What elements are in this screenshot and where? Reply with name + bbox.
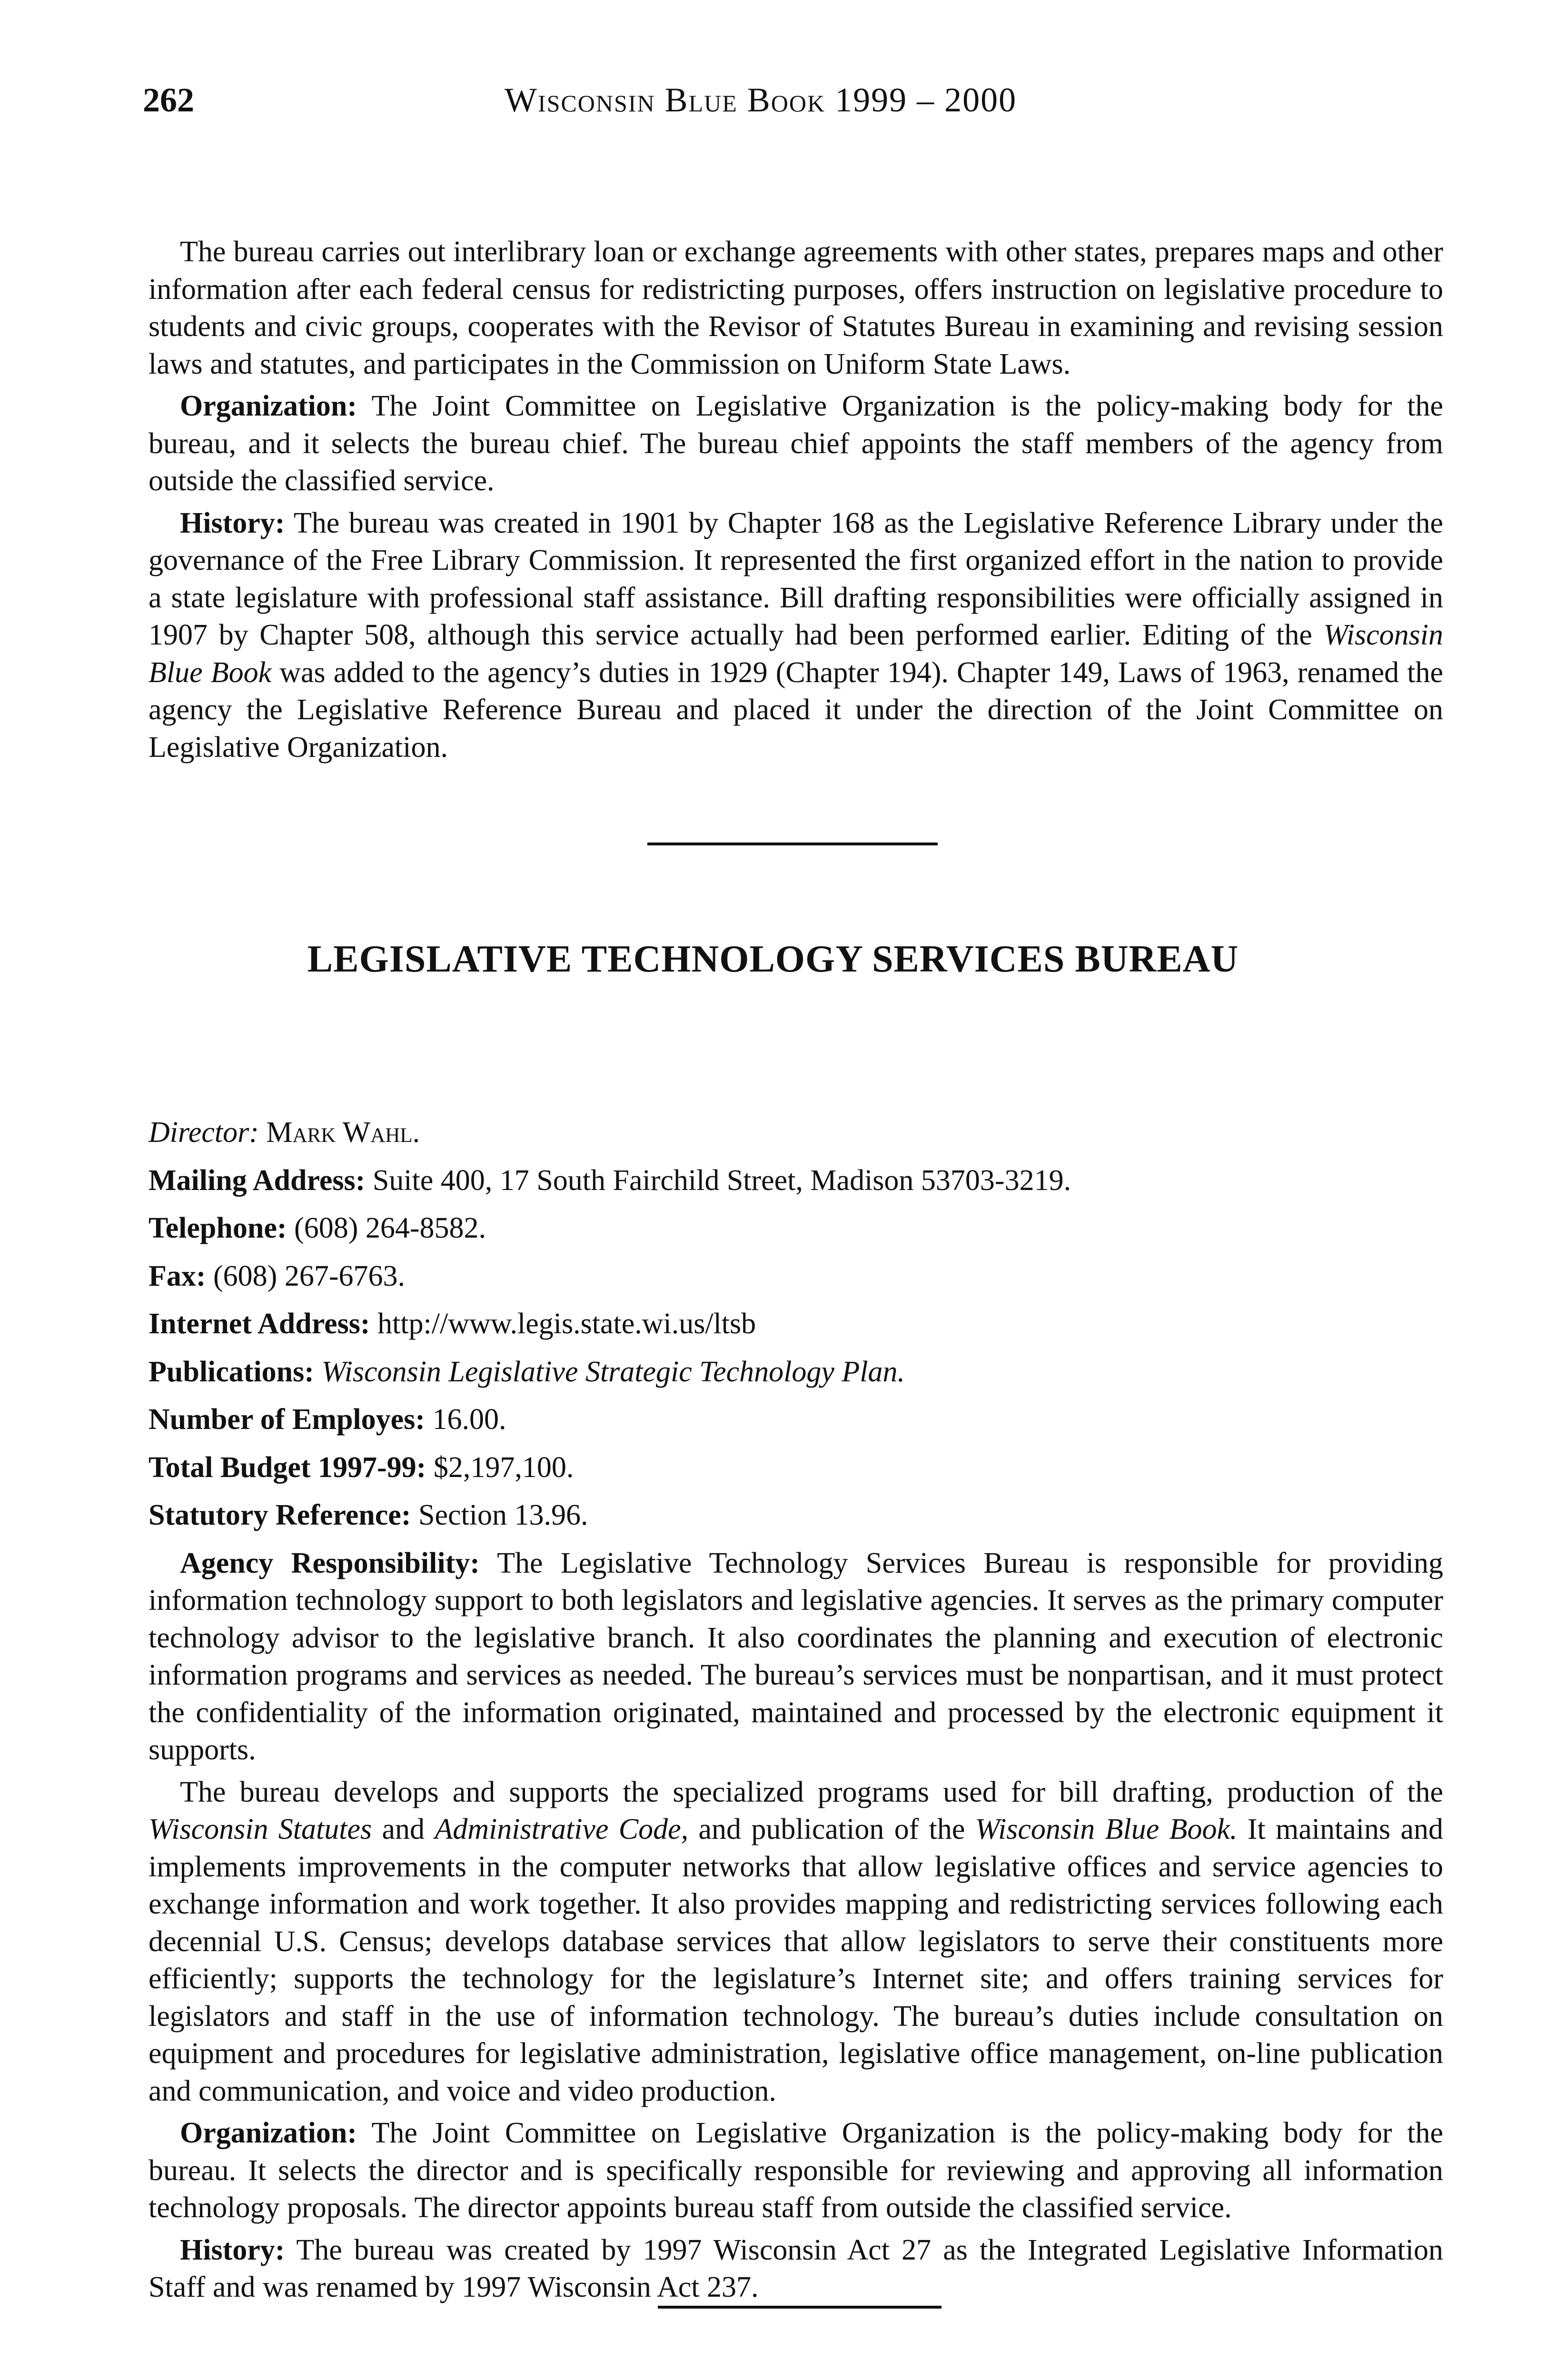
- responsibility-text: The Legislative Technology Services Bureau is responsible for providing information technology support to both legislators and legislative agencies. It serves as the primary computer technology advisor to the legislative branch. It also coordinates the planning and execution of electronic information programs and services as needed. The bureau’s services must be nonpartisan, and it must protect the confidentiality of the information originated, maintained and processed by the electronic equipment it supports.: [149, 1547, 1443, 1766]
- employees-label: Number of Employes:: [149, 1403, 425, 1436]
- ltsb-section: [149, 1114, 1443, 2311]
- director-name: Mark Wahl.: [266, 1116, 420, 1149]
- director-line: [149, 1114, 1443, 1151]
- develops-text-and: and: [372, 1813, 435, 1845]
- statutory-reference-value: Section 13.96.: [418, 1499, 588, 1531]
- intro-organization-paragraph: [149, 387, 1443, 500]
- section-organization-label: Organization:: [180, 2117, 357, 2149]
- intro-text: The bureau carries out interlibrary loan or exchange agreements with other states, prepares maps and other information after each federal census for redistricting purposes, offers instruction on legislative procedure to students and civic groups, cooperates with the Revisor of Statutes Bureau in examining and revising session laws and statutes, and participates in the Commission on Uniform State Laws.: [149, 236, 1443, 380]
- internet-address-line: [149, 1305, 1443, 1343]
- history-label: History:: [180, 506, 285, 539]
- end-divider: [658, 2306, 941, 2309]
- section-divider: [647, 843, 938, 845]
- responsibility-paragraph: [149, 1545, 1443, 1769]
- publications-label: Publications:: [149, 1355, 314, 1388]
- organization-text: The Joint Committee on Legislative Organization is the policy-making body for the bureau, and it selects the bureau chief. The bureau chief appoints the staff members of the agency from outside the classified service.: [149, 390, 1443, 497]
- develops-text-rest: It maintains and implements improvements in the computer networks that allow legislative offices and service agencies to exchange information and work together. It also provides mapping and redistricting services following each decennial U.S. Census; develops database services that allow legislators to serve their constituents more efficiently; supports the technology for the legislature’s Internet site; and offers training services for legislators and staff in the use of information technology. The bureau’s duties include consultation on equipment and procedures for legislative administration, legislative office management, on-line publication and communication, and voice and video production.: [149, 1813, 1443, 2107]
- publications-value: Wisconsin Legislative Strategic Technology Plan.: [321, 1355, 905, 1388]
- page-number: 262: [143, 81, 194, 119]
- fax-line: [149, 1258, 1443, 1295]
- budget-label: Total Budget 1997-99:: [149, 1451, 426, 1484]
- intro-paragraph: [149, 233, 1443, 383]
- fax-label: Fax:: [149, 1259, 206, 1292]
- develops-italic-code: Administrative Code,: [435, 1813, 689, 1845]
- section-history-label: History:: [180, 2233, 285, 2266]
- section-history-paragraph: [149, 2231, 1443, 2306]
- intro-section: [149, 233, 1443, 771]
- employees-value: 16.00.: [432, 1403, 506, 1436]
- section-organization-paragraph: [149, 2114, 1443, 2227]
- fax-value: (608) 267-6763.: [213, 1259, 405, 1292]
- section-title: LEGISLATIVE TECHNOLOGY SERVICES BUREAU: [307, 938, 1239, 980]
- intro-history-paragraph: [149, 505, 1443, 766]
- running-title: Wisconsin Blue Book 1999 – 2000: [505, 81, 1017, 119]
- develops-italic-bluebook: Wisconsin Blue Book.: [975, 1813, 1238, 1845]
- history-italic-title: Wisconsin Blue Book: [149, 619, 1443, 689]
- develops-paragraph: [149, 1774, 1443, 2110]
- internet-address-label: Internet Address:: [149, 1308, 370, 1340]
- telephone-value: (608) 264-8582.: [294, 1212, 486, 1244]
- telephone-label: Telephone:: [149, 1212, 287, 1244]
- section-organization-text: The Joint Committee on Legislative Organization is the policy-making body for the bureau. It selects the director and is specifically responsible for reviewing and approving all information technology proposals. The director appoints bureau staff from outside the classified service.: [149, 2117, 1443, 2224]
- statutory-reference-label: Statutory Reference:: [149, 1499, 411, 1531]
- mailing-address-line: [149, 1162, 1443, 1200]
- employees-line: [149, 1401, 1443, 1438]
- develops-text: The bureau develops and supports the specialized programs used for bill drafting, production of the: [180, 1775, 1443, 1808]
- responsibility-label: Agency Responsibility:: [180, 1547, 480, 1579]
- running-head: [0, 76, 1546, 124]
- organization-label: Organization:: [180, 390, 357, 422]
- publications-line: [149, 1353, 1443, 1391]
- telephone-line: [149, 1210, 1443, 1247]
- section-history-text: The bureau was created by 1997 Wisconsin Act 27 as the Integrated Legislative Information Staff and was renamed by 1997 Wisconsin Act 237.: [149, 2233, 1443, 2303]
- budget-line: [149, 1449, 1443, 1487]
- develops-text-publication: and publication of the: [688, 1813, 975, 1845]
- history-text: The bureau was created in 1901 by Chapter 168 as the Legislative Reference Library under the governance of the Free Library Commission. It represented the first organized effort in the nation to provide a state legislature with professional staff assistance. Bill drafting responsibilities were officially assigned in 1907 by Chapter 508, although this service actually had been performed earlier. Editing of the: [149, 506, 1443, 651]
- director-label: Director:: [149, 1116, 259, 1149]
- history-text-continued: was added to the agency’s duties in 1929 (Chapter 194). Chapter 149, Laws of 1963, renamed the agency the Legislative Reference Bureau and placed it under the direction of the Joint Committee on Legislative Organization.: [149, 656, 1444, 764]
- mailing-address-value: Suite 400, 17 South Fairchild Street, Madison 53703-3219.: [372, 1164, 1071, 1197]
- develops-italic-statutes: Wisconsin Statutes: [149, 1813, 372, 1845]
- budget-value: $2,197,100.: [433, 1451, 574, 1484]
- statutory-reference-line: [149, 1497, 1443, 1534]
- internet-address-value: http://www.legis.state.wi.us/ltsb: [377, 1308, 756, 1340]
- mailing-address-label: Mailing Address:: [149, 1164, 366, 1197]
